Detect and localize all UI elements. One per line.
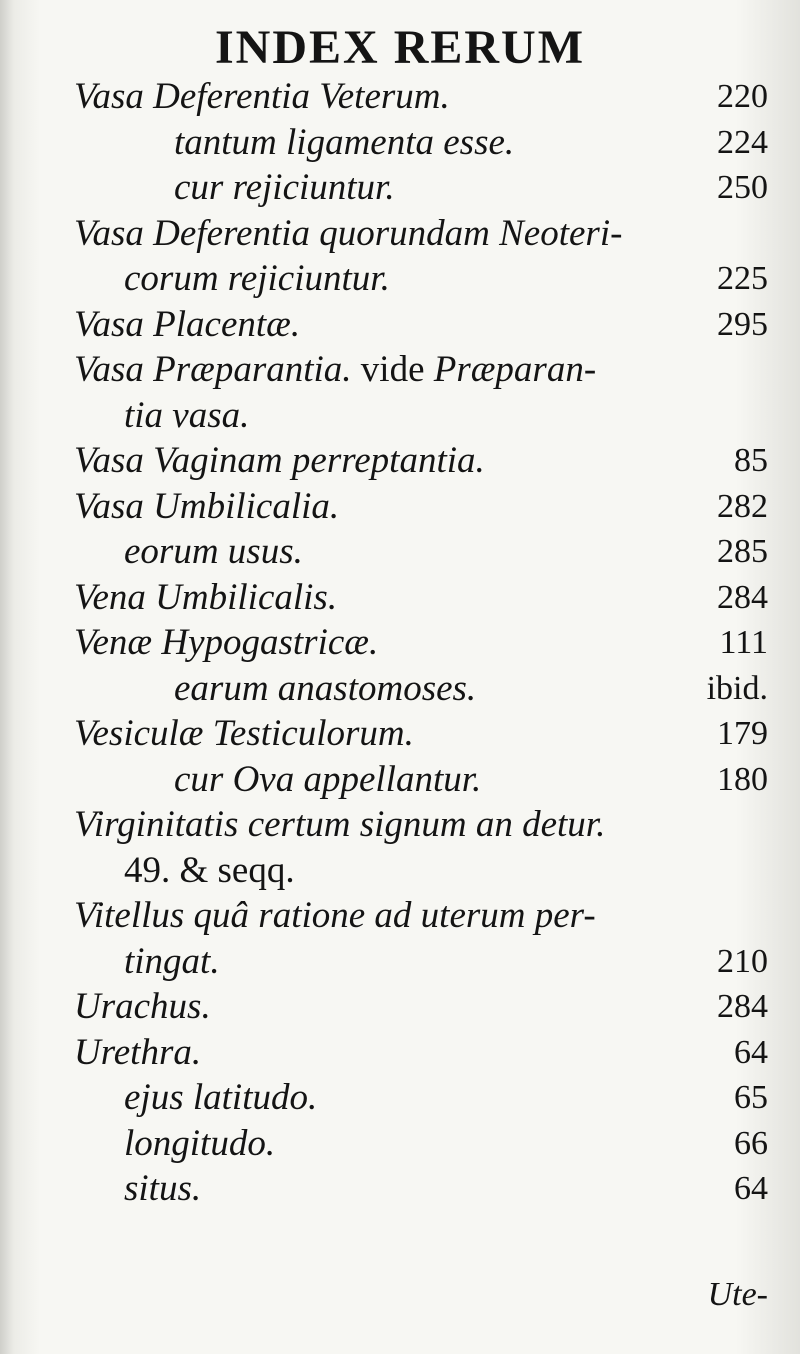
index-entry: [0, 802, 800, 848]
index-entry: [0, 893, 800, 939]
page-number: 250: [717, 169, 768, 206]
page-number: 225: [717, 260, 768, 297]
index-entry: [0, 211, 800, 257]
page-number: 180: [717, 760, 768, 798]
index-entry: [0, 1075, 800, 1121]
entry-text: Urachus.: [74, 986, 211, 1027]
page-number: 179: [717, 715, 768, 752]
entry-text: Vesiculæ Testiculorum.: [74, 713, 414, 754]
entry-text: tingat.: [124, 940, 220, 982]
index-entry: [0, 256, 800, 302]
index-entry: [0, 666, 800, 712]
entry-text: Virginitatis certum signum an detur.: [74, 804, 606, 845]
index-entry: [0, 484, 800, 530]
entry-text: earum anastomoses.: [174, 667, 477, 709]
index-entry: [0, 984, 800, 1030]
index-entry: [0, 1121, 800, 1167]
page-number: 64: [734, 1170, 768, 1207]
index-entry: [0, 120, 800, 166]
index-entry: [0, 438, 800, 484]
entry-text: [74, 347, 596, 393]
page-number: 210: [717, 942, 768, 980]
page-number: 64: [734, 1033, 768, 1071]
index-entry: [0, 939, 800, 985]
page-number: 111: [719, 624, 768, 661]
entry-text: Venæ Hypogastricæ.: [74, 622, 379, 663]
entry-text: ejus latitudo.: [124, 1077, 318, 1118]
page-number: 66: [734, 1124, 768, 1162]
page-number: 284: [717, 988, 768, 1025]
entry-text-continued: Præparan-: [433, 349, 597, 390]
page-number: 295: [717, 305, 768, 343]
page-range: 49. & seqq.: [124, 849, 295, 891]
page-header: INDEX RERUM: [215, 21, 585, 74]
index-entry: [0, 1030, 800, 1076]
entry-text: eorum usus.: [124, 531, 303, 572]
index-entries: [0, 74, 800, 1212]
entry-text: tia vasa.: [124, 394, 250, 436]
entry-text: [124, 848, 295, 894]
entry-text: Vitellus quâ ratione ad uterum per-: [74, 895, 596, 936]
catchword: Ute-: [707, 1276, 768, 1313]
entry-text: Vasa Placentæ.: [74, 303, 301, 345]
entry-text: cur rejiciuntur.: [174, 167, 395, 208]
entry-text: Vasa Umbilicalia.: [74, 485, 340, 527]
entry-text: situs.: [124, 1168, 202, 1209]
page-number: 224: [717, 123, 768, 161]
entry-text: Vasa Deferentia quorundam Neoteri-: [74, 212, 623, 254]
index-entry: [0, 302, 800, 348]
index-entry: [0, 575, 800, 621]
index-entry: [0, 848, 800, 894]
page-number: 85: [734, 442, 768, 479]
page-number: ibid.: [706, 669, 768, 707]
entry-text: cur Ova appellantur.: [174, 758, 482, 800]
index-entry: [0, 74, 800, 120]
entry-text: Vena Umbilicalis.: [74, 576, 338, 618]
index-entry: [0, 393, 800, 439]
page-number: 285: [717, 533, 768, 570]
index-entry: [0, 711, 800, 757]
entry-text-italic: Vasa Præparantia.: [74, 349, 352, 390]
entry-text: corum rejiciuntur.: [124, 258, 390, 299]
entry-text: tantum ligamenta esse.: [174, 121, 515, 163]
index-entry: [0, 620, 800, 666]
index-entry: [0, 1166, 800, 1212]
index-entry: [0, 165, 800, 211]
entry-text: longitudo.: [124, 1122, 276, 1164]
index-entry: [0, 347, 800, 393]
page-number: 284: [717, 578, 768, 616]
page-number: 65: [734, 1079, 768, 1116]
index-entry: [0, 529, 800, 575]
entry-text: Urethra.: [74, 1031, 202, 1073]
page-number: 282: [717, 487, 768, 525]
cross-reference-vide: vide: [351, 349, 434, 390]
entry-text: Vasa Vaginam perreptantia.: [74, 440, 485, 481]
page-number: 220: [717, 78, 768, 115]
entry-text: Vasa Deferentia Veterum.: [74, 76, 450, 117]
index-entry: [0, 757, 800, 803]
